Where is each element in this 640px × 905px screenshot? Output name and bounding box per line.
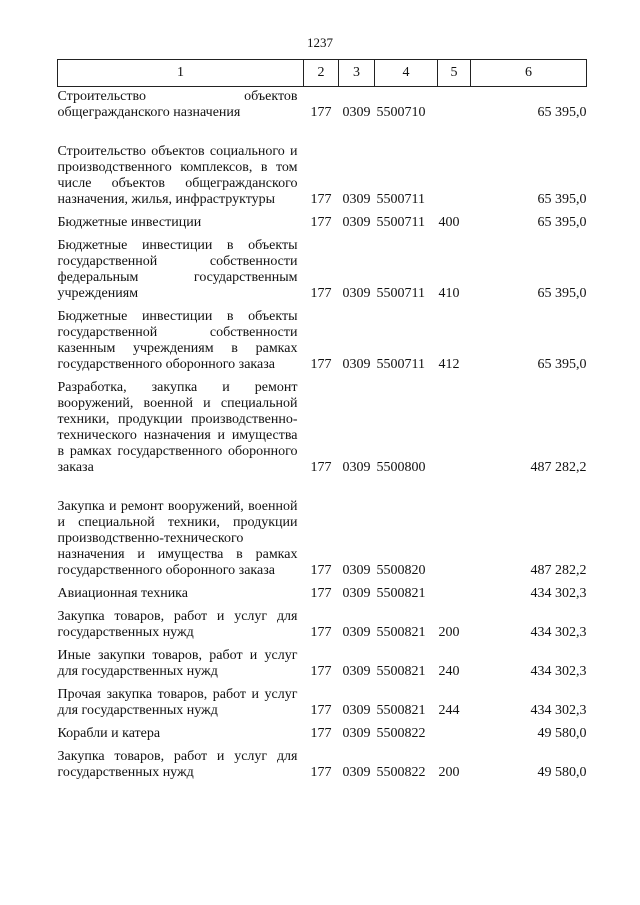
row-expense-type: 244: [438, 702, 460, 718]
row-target-code: 5500820: [376, 562, 426, 578]
row-amount: 49 580,0: [537, 725, 587, 741]
row-name: Закупка товаров, работ и услуг для государственных нужд: [57, 748, 298, 780]
row-expense-type: 200: [438, 624, 460, 640]
table-row: [58, 121, 587, 208]
row-target-code: 5500821: [376, 585, 426, 601]
row-ministry-code: 177: [310, 585, 332, 601]
row-section-code: 0309: [342, 624, 371, 640]
row-amount: 49 580,0: [537, 764, 587, 780]
row-expense-type: [438, 121, 471, 208]
row-ministry-code: 177: [310, 285, 332, 301]
table-body: [58, 87, 587, 781]
header-row: [58, 60, 587, 87]
row-name: Корабли и катера: [57, 725, 161, 741]
row-amount: 434 302,3: [530, 702, 587, 718]
row-ministry-code: 177: [310, 624, 332, 640]
row-name: Разработка, закупка и ремонт вооружений, военной и специальной техники, продукции производственно-технического назначения и имущества в рамках государственного оборонного заказа: [57, 379, 298, 475]
table-row: [58, 302, 587, 373]
row-ministry-code: 177: [310, 725, 332, 741]
table-row: [58, 373, 587, 476]
row-expense-type: 200: [438, 764, 460, 780]
row-expense-type: [438, 579, 471, 602]
row-amount: 65 395,0: [537, 285, 587, 301]
row-target-code: 5500710: [376, 104, 426, 120]
table-row: [58, 641, 587, 680]
row-target-code: 5500821: [376, 702, 426, 718]
header-col-1: 1: [58, 60, 304, 87]
row-ministry-code: 177: [310, 191, 332, 207]
row-name: Бюджетные инвестиции в объекты государственной собственности казенным учреждениям в рамках государственного оборонного заказа: [57, 308, 298, 372]
row-name: Иные закупки товаров, работ и услуг для государственных нужд: [57, 647, 298, 679]
row-target-code: 5500822: [376, 764, 426, 780]
row-ministry-code: 177: [310, 356, 332, 372]
row-ministry-code: 177: [310, 104, 332, 120]
table-row: [58, 231, 587, 302]
header-col-2: 2: [304, 60, 339, 87]
row-amount: 434 302,3: [530, 663, 587, 679]
row-target-code: 5500711: [376, 356, 425, 372]
table-row: [58, 719, 587, 742]
row-name: Бюджетные инвестиции: [57, 214, 202, 230]
row-expense-type: 412: [438, 356, 460, 372]
row-name: Строительство объектов социального и производственного комплексов, в том числе объектов общегражданского назначения, жилья, инфраструктуры: [57, 143, 298, 207]
row-section-code: 0309: [342, 285, 371, 301]
row-ministry-code: 177: [310, 562, 332, 578]
row-target-code: 5500711: [376, 214, 425, 230]
row-amount: 434 302,3: [530, 585, 587, 601]
row-ministry-code: 177: [310, 663, 332, 679]
row-section-code: 0309: [342, 702, 371, 718]
row-amount: 434 302,3: [530, 624, 587, 640]
row-amount: 65 395,0: [537, 214, 587, 230]
row-target-code: 5500711: [376, 285, 425, 301]
row-expense-type: [438, 87, 471, 121]
row-ministry-code: 177: [310, 459, 332, 475]
row-section-code: 0309: [342, 191, 371, 207]
row-ministry-code: 177: [310, 764, 332, 780]
header-col-5: 5: [438, 60, 471, 87]
table-row: [58, 602, 587, 641]
table-row: [58, 476, 587, 579]
table-row: [58, 579, 587, 602]
table-row: [58, 208, 587, 231]
row-section-code: 0309: [342, 562, 371, 578]
row-expense-type: [438, 476, 471, 579]
table-row: [58, 742, 587, 781]
row-amount: 65 395,0: [537, 356, 587, 372]
page-number: 1237: [307, 35, 333, 50]
row-section-code: 0309: [342, 585, 371, 601]
row-section-code: 0309: [342, 725, 371, 741]
row-section-code: 0309: [342, 764, 371, 780]
row-target-code: 5500822: [376, 725, 426, 741]
header-col-3: 3: [339, 60, 375, 87]
row-section-code: 0309: [342, 104, 371, 120]
row-section-code: 0309: [342, 459, 371, 475]
row-amount: 65 395,0: [537, 191, 587, 207]
row-target-code: 5500800: [376, 459, 426, 475]
row-amount: 487 282,2: [530, 562, 587, 578]
row-expense-type: [438, 373, 471, 476]
row-amount: 65 395,0: [537, 104, 587, 120]
row-expense-type: [438, 719, 471, 742]
header-col-4: 4: [375, 60, 438, 87]
row-target-code: 5500711: [376, 191, 425, 207]
row-section-code: 0309: [342, 663, 371, 679]
budget-table: [57, 59, 587, 781]
row-name: Строительство объектов общегражданского назначения: [57, 88, 298, 120]
row-name: Закупка товаров, работ и услуг для государственных нужд: [57, 608, 298, 640]
header-col-6: 6: [471, 60, 587, 87]
row-amount: 487 282,2: [530, 459, 587, 475]
row-expense-type: 410: [438, 285, 460, 301]
row-expense-type: 240: [438, 663, 460, 679]
row-name: Бюджетные инвестиции в объекты государственной собственности федеральным государственным учреждениям: [57, 237, 298, 301]
row-section-code: 0309: [342, 214, 371, 230]
row-ministry-code: 177: [310, 214, 332, 230]
table-header: [58, 60, 587, 87]
row-expense-type: 400: [438, 214, 460, 230]
row-ministry-code: 177: [310, 702, 332, 718]
row-name: Авиационная техника: [57, 585, 188, 601]
row-name: Закупка и ремонт вооружений, военной и специальной техники, продукции производственно-технического назначения и имущества в рамках государственного оборонного заказа: [57, 498, 298, 578]
table-row: [58, 87, 587, 121]
table-row: [58, 680, 587, 719]
row-target-code: 5500821: [376, 663, 426, 679]
row-target-code: 5500821: [376, 624, 426, 640]
row-name: Прочая закупка товаров, работ и услуг для государственных нужд: [57, 686, 298, 718]
row-section-code: 0309: [342, 356, 371, 372]
